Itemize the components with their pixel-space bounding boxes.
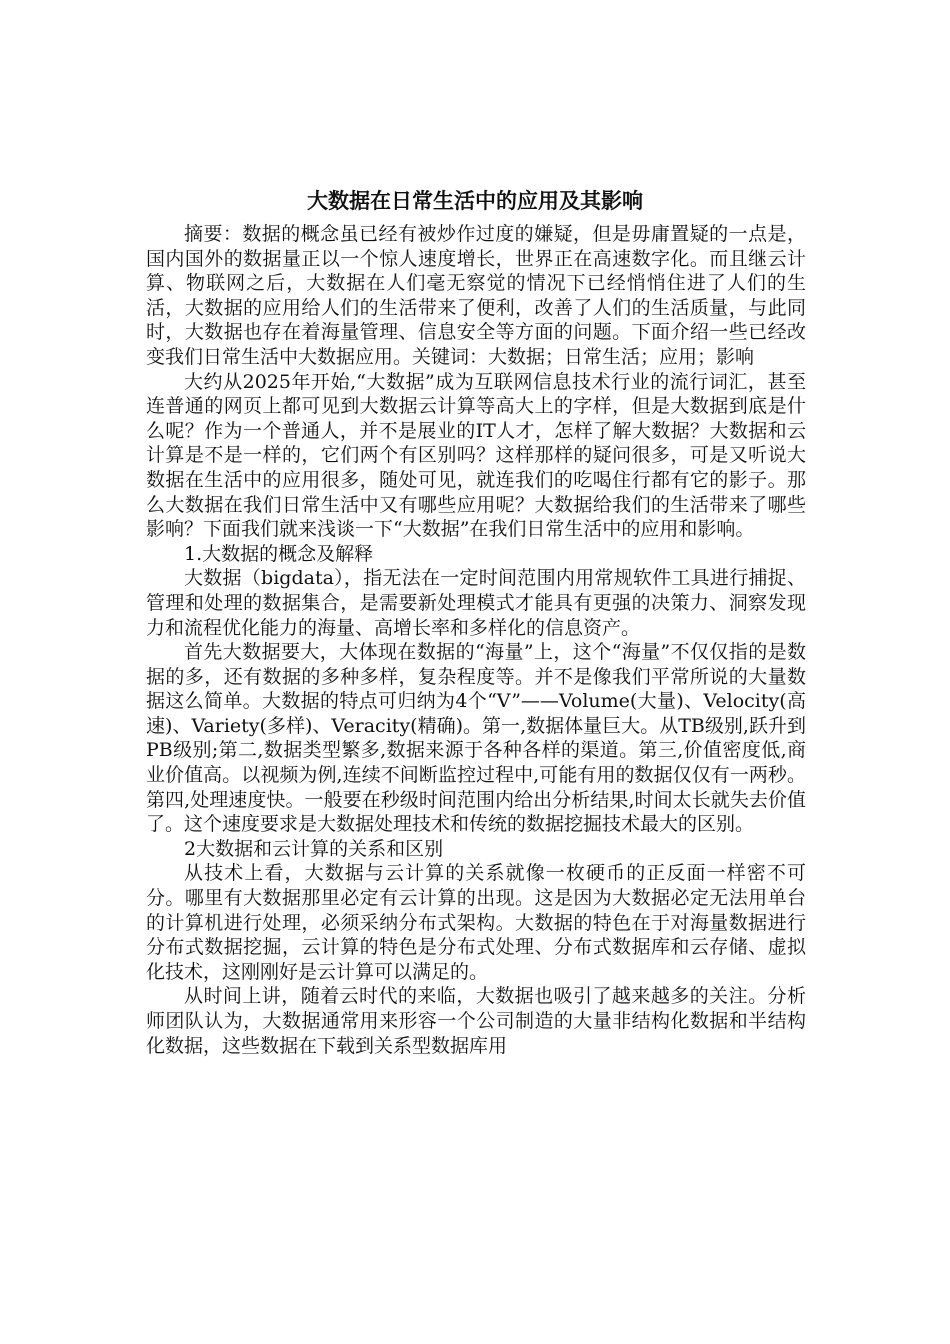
cloud-relation-paragraph: 从技术上看，大数据与云计算的关系就像一枚硬币的正反面一样密不可分。哪里有大数据那里必定有云计算的出现。这是因为大数据必定无法用单台的计算机进行处理，必须采纳分布式架构。大数据的特色在于对海量数据进行分布式数据挖掘，云计算的特色是分布式处理、分布式数据库和云存储、虚拟化技术，这刚刚好是云计算可以满足的。 bbox=[146, 862, 806, 983]
section-heading-concept: 1.大数据的概念及解释 bbox=[184, 542, 374, 565]
concept-definition-paragraph: 大数据（bigdata），指无法在一定时间范围内用常规软件工具进行捕捉、管理和处理的数据集合，是需要新处理模式才能具有更强的决策力、洞察发现力和流程优化能力的海量、高增长率和多样化的信息资产。 bbox=[146, 567, 806, 639]
abstract-paragraph: 摘要：数据的概念虽已经有被炒作过度的嫌疑，但是毋庸置疑的一点是，国内国外的数据量正以一个惊人速度增长，世界正在高速数字化。而且继云计算、物联网之后，大数据在人们毫无察觉的情况下已经悄悄住进了人们的生活，大数据的应用给人们的生活带来了便利，改善了人们的生活质量，与此同时，大数据也存在着海量管理、信息安全等方面的问题。下面介绍一些已经改变我们日常生活中大数据应用。关键词：大数据；日常生活；应用；影响 bbox=[146, 223, 806, 368]
section-heading-cloud: 2大数据和云计算的关系和区别 bbox=[184, 837, 444, 860]
document-title: 大数据在日常生活中的应用及其影响 bbox=[307, 189, 643, 213]
document-body bbox=[146, 222, 806, 1058]
four-v-paragraph: 首先大数据要大，大体现在数据的“海量”上，这个“海量”不仅仅指的是数据的多，还有数据的多种多样，复杂程度等。并不是像我们平常所说的大量数据这么简单。大数据的特点可归纳为4个“V”——Volume(大量)、Velocity(高速)、Variety(多样)、Veracity(精确)。第一,数据体量巨大。从TB级别,跃升到PB级别;第二,数据类型繁多,数据来源于各种各样的渠道。第三,价值密度低,商业价值高。以视频为例,连续不间断监控过程中,可能有用的数据仅仅有一两秒。第四,处理速度快。一般要在秒级时间范围内给出分析结果,时间太长就失去价值了。这个速度要求是大数据处理技术和传统的数据挖掘技术最大的区别。 bbox=[146, 641, 806, 836]
intro-paragraph: 大约从2025年开始,“大数据”成为互联网信息技术行业的流行词汇，甚至连普通的网页上都可见到大数据云计算等高大上的字样，但是大数据到底是什么呢？作为一个普通人，并不是展业的IT人才，怎样了解大数据？大数据和云计算是不是一样的，它们两个有区别吗？这样那样的疑问很多，可是又听说大数据在生活中的应用很多，随处可见，就连我们的吃喝住行都有它的影子。那么大数据在我们日常生活中又有哪些应用呢？大数据给我们的生活带来了哪些影响？下面我们就来浅谈一下“大数据”在我们日常生活中的应用和影响。 bbox=[146, 370, 806, 541]
cloud-time-paragraph: 从时间上讲，随着云时代的来临，大数据也吸引了越来越多的关注。分析师团队认为，大数据通常用来形容一个公司制造的大量非结构化数据和半结构化数据，这些数据在下载到关系型数据库用 bbox=[146, 985, 806, 1057]
